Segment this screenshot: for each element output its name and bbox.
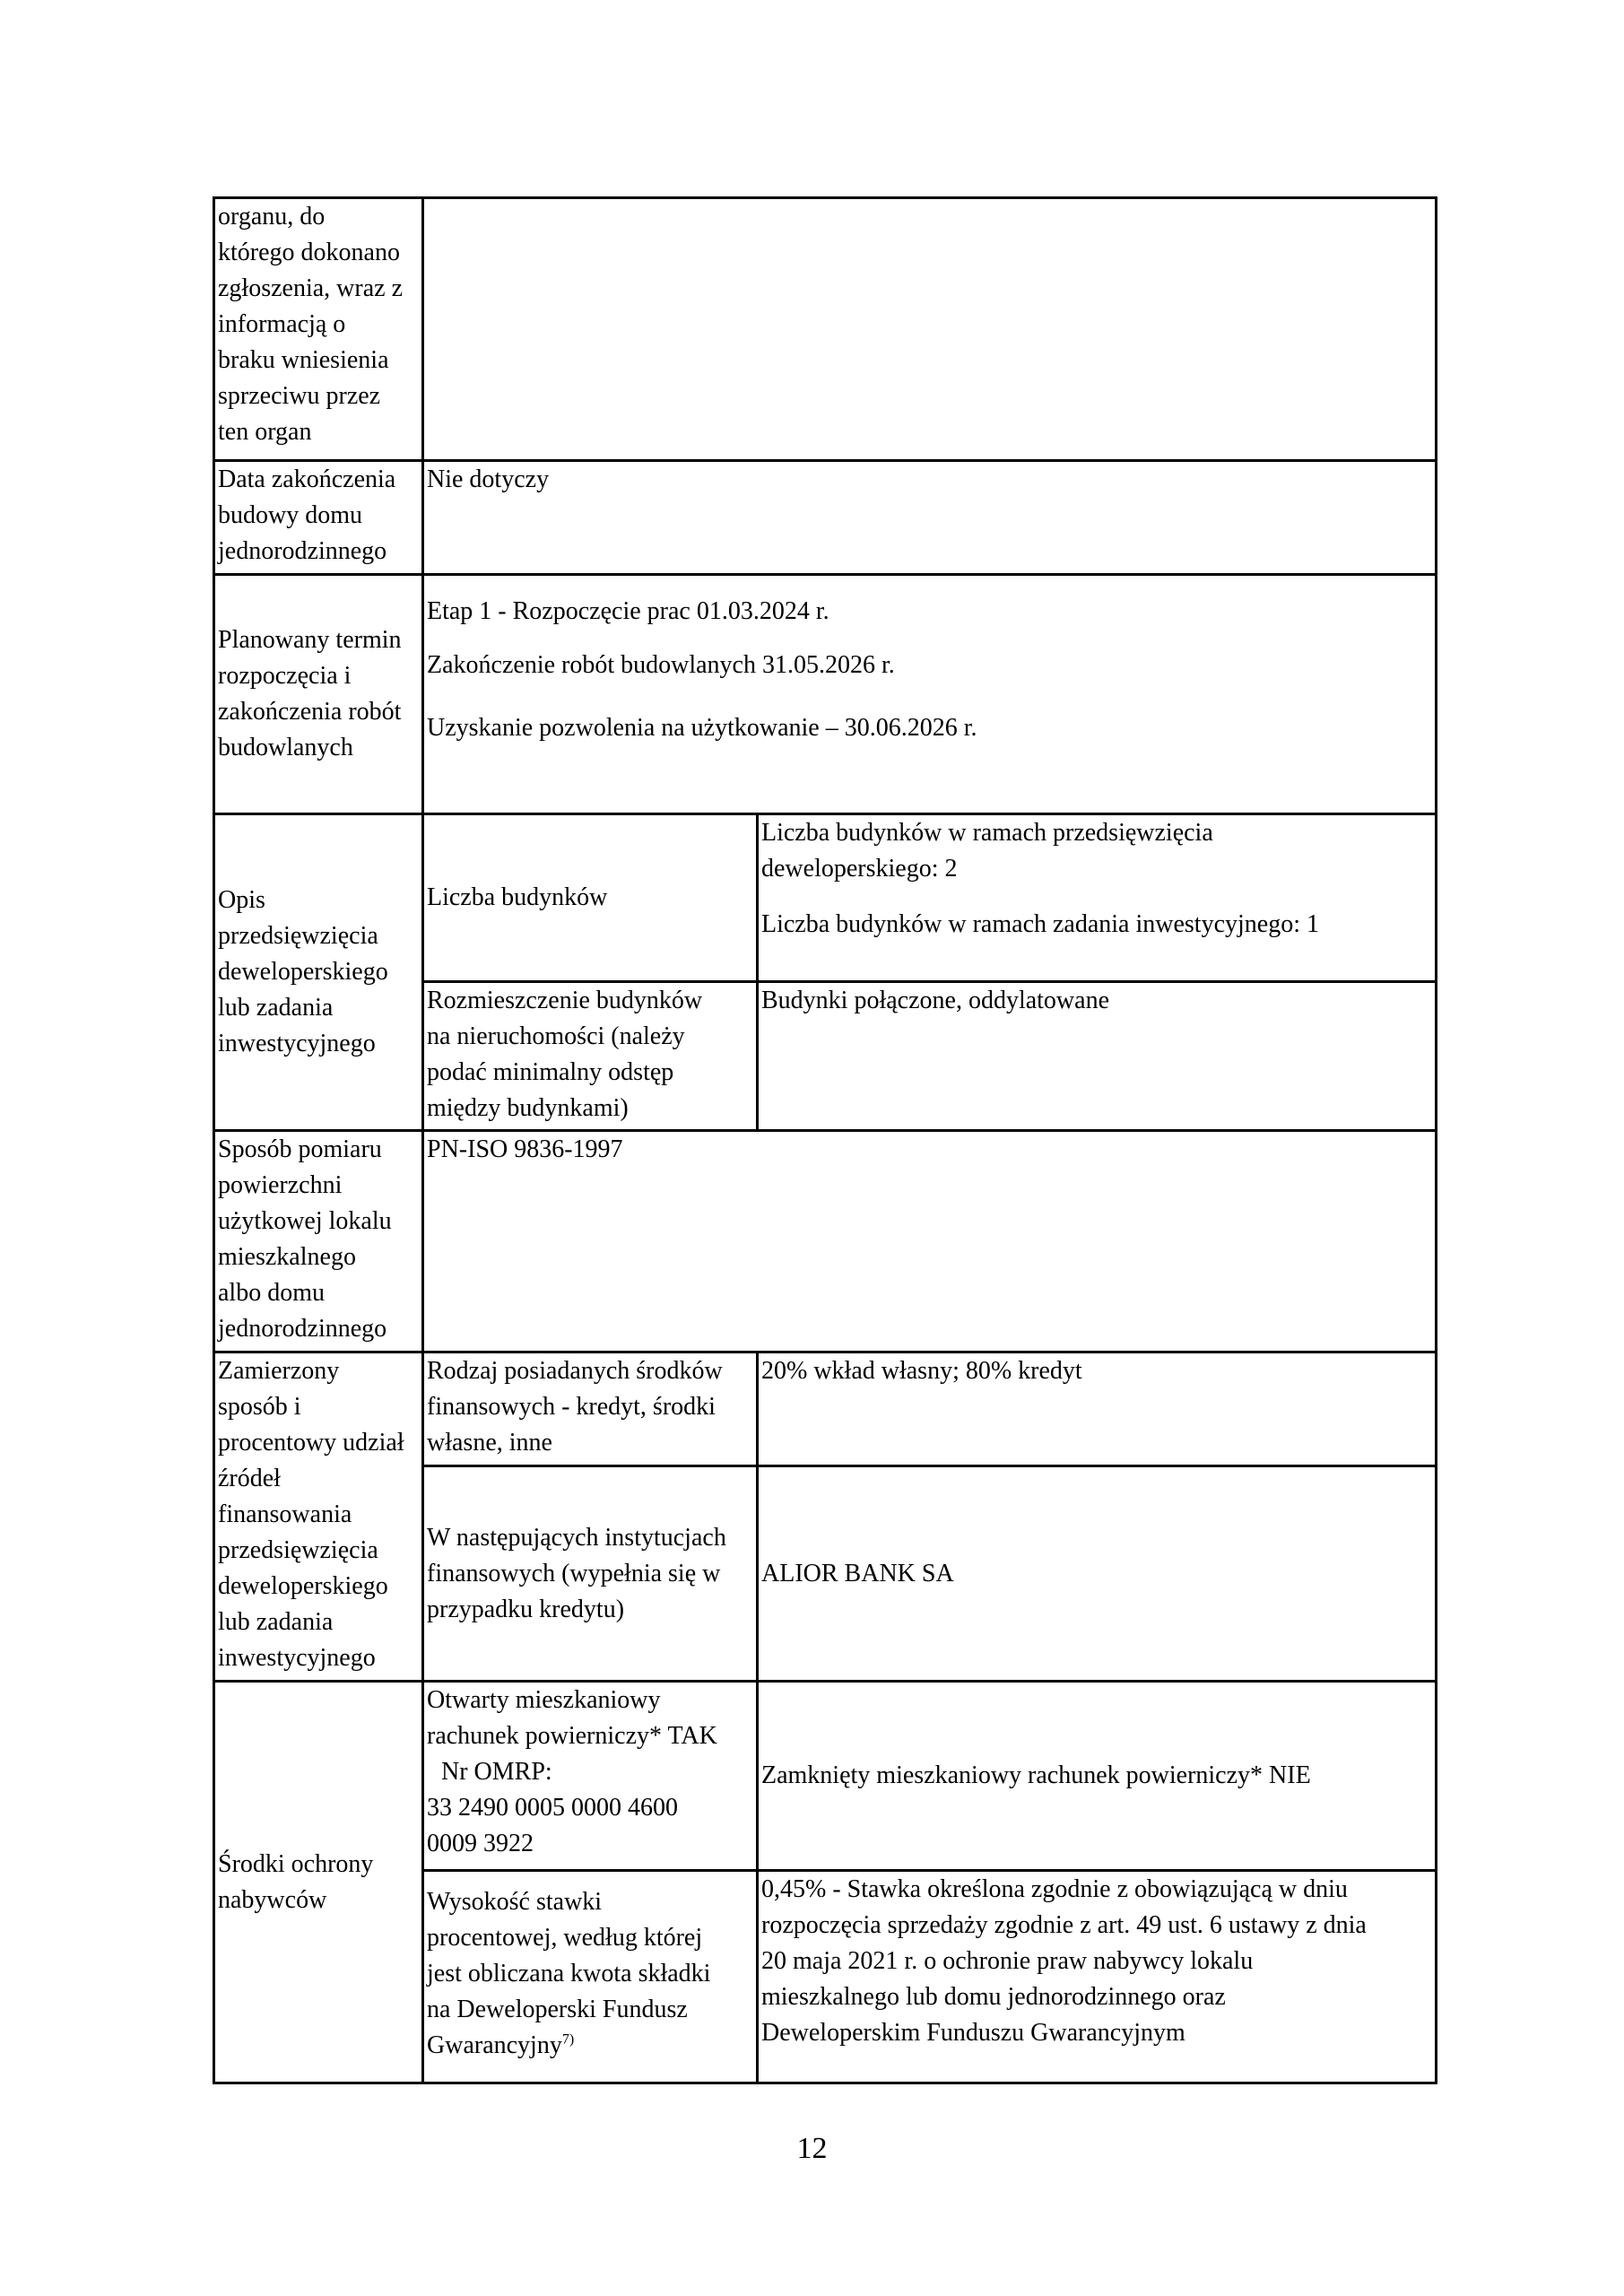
label-line: powierzchni bbox=[218, 1171, 343, 1199]
label-line: Wysokość stawki bbox=[427, 1888, 603, 1916]
label-line: zakończenia robót bbox=[218, 698, 402, 726]
institutions-value-cell bbox=[758, 1466, 1437, 1682]
layout-value: Budynki połączone, oddylatowane bbox=[761, 987, 1110, 1014]
completion-label-cell bbox=[214, 461, 423, 575]
label-line: inwestycyjnego bbox=[218, 1030, 376, 1057]
label-line: sposób i bbox=[218, 1393, 301, 1421]
page-number: 12 bbox=[796, 2132, 828, 2165]
schedule-value-cell bbox=[423, 575, 1437, 814]
label-line bbox=[427, 2028, 754, 2064]
label-line: lub zadania bbox=[218, 994, 334, 1022]
value-line: 0,45% - Stawka określona zgodnie z obowiązującą w dniu bbox=[761, 1875, 1348, 1903]
label-line: Opis bbox=[218, 886, 265, 914]
label-line: deweloperskiego bbox=[218, 1572, 388, 1600]
label-line: Sposób pomiaru bbox=[218, 1135, 382, 1163]
protection-label-cell bbox=[214, 1682, 423, 2083]
closed-account-value: Zamknięty mieszkaniowy rachunek powierniczy* NIE bbox=[761, 1761, 1311, 1789]
rate-label-cell bbox=[423, 1871, 758, 2083]
financing-label-cell bbox=[214, 1352, 423, 1682]
label-line: jest obliczana kwota składki bbox=[427, 1960, 711, 1987]
label-line: użytkowej lokalu bbox=[218, 1207, 392, 1235]
label-line: Planowany termin bbox=[218, 626, 402, 654]
label-line: własne, inne bbox=[427, 1429, 552, 1457]
value-line: Liczba budynków w ramach przedsięwzięcia bbox=[761, 819, 1213, 847]
label-line: mieszkalnego bbox=[218, 1243, 356, 1271]
omrp-number-line: 33 2490 0005 0000 4600 bbox=[427, 1794, 678, 1822]
label-line: nabywców bbox=[218, 1885, 327, 1914]
organ-label-cell bbox=[214, 198, 423, 461]
label-line: finansowych - kredyt, środki bbox=[427, 1393, 716, 1421]
label-line: procentowy udział bbox=[218, 1429, 404, 1457]
label-line: na nieruchomości (należy bbox=[427, 1022, 685, 1050]
label-line: rachunek powierniczy* TAK bbox=[427, 1722, 717, 1750]
schedule-item-start: Etap 1 - Rozpoczęcie prac 01.03.2024 r. bbox=[427, 597, 829, 625]
label-line: finansowych (wypełnia się w bbox=[427, 1559, 721, 1587]
row-buildings-count bbox=[214, 814, 1437, 982]
rate-label-last: Gwarancyjny bbox=[427, 2031, 562, 2059]
value-line: Liczba budynków w ramach zadania inwestycyjnego: 1 bbox=[761, 910, 1320, 938]
description-label-cell bbox=[214, 814, 423, 1131]
label-line: Rozmieszczenie budynków bbox=[427, 987, 703, 1014]
completion-value-cell bbox=[423, 461, 1437, 575]
label-line: W następujących instytucjach bbox=[427, 1523, 726, 1552]
value-line: rozpoczęcia sprzedaży zgodnie z art. 49 ust. 6 ustawy z dnia bbox=[761, 1911, 1367, 1939]
open-account-cell bbox=[423, 1682, 758, 1871]
measurement-label-cell bbox=[214, 1131, 423, 1352]
label-line: organu, do bbox=[218, 203, 326, 230]
schedule-label-cell bbox=[214, 575, 423, 814]
footnote-marker: 7) bbox=[561, 2031, 575, 2048]
financing-type-value: 20% wkład własny; 80% kredyt bbox=[761, 1357, 1082, 1385]
label-line: procentowej, według której bbox=[427, 1924, 703, 1952]
label-line: między budynkami) bbox=[427, 1094, 629, 1122]
omrp-number-line: 0009 3922 bbox=[427, 1830, 534, 1857]
measurement-value: PN-ISO 9836-1997 bbox=[427, 1135, 623, 1163]
financing-type-value-cell bbox=[758, 1352, 1437, 1466]
omrp-label: Nr OMRP: bbox=[441, 1758, 552, 1786]
institutions-value: ALIOR BANK SA bbox=[761, 1559, 954, 1587]
label-line: przedsięwzięcia bbox=[218, 1536, 378, 1564]
schedule-item-works-end: Zakończenie robót budowlanych 31.05.2026 r. bbox=[427, 651, 895, 679]
label-line: albo domu bbox=[218, 1279, 325, 1307]
label-line: jednorodzinnego bbox=[218, 537, 387, 565]
buildings-count-label-cell bbox=[423, 814, 758, 982]
measurement-value-cell bbox=[423, 1131, 1437, 1352]
layout-value-cell bbox=[758, 982, 1437, 1131]
label-line: Rodzaj posiadanych środków bbox=[427, 1357, 723, 1385]
row-financing-type bbox=[214, 1352, 1437, 1466]
label-line: na Deweloperski Fundusz bbox=[427, 1996, 688, 2023]
value-line: Deweloperskim Funduszu Gwarancyjnym bbox=[761, 2019, 1185, 2047]
label-line: przedsięwzięcia bbox=[218, 922, 378, 950]
value-line: mieszkalnego lub domu jednorodzinnego oraz bbox=[761, 1983, 1226, 2011]
label-line: zgłoszenia, wraz z bbox=[218, 274, 403, 302]
value-line: deweloperskiego: 2 bbox=[761, 855, 958, 883]
row-completion-date bbox=[214, 461, 1437, 575]
label-line: sprzeciwu przez bbox=[218, 382, 381, 410]
closed-account-cell bbox=[758, 1682, 1437, 1871]
label-line: budowy domu bbox=[218, 501, 362, 529]
label-line: lub zadania bbox=[218, 1608, 334, 1636]
value-line: 20 maja 2021 r. o ochronie praw nabywcy lokalu bbox=[761, 1947, 1254, 1975]
row-schedule bbox=[214, 575, 1437, 814]
buildings-count-label: Liczba budynków bbox=[427, 883, 608, 911]
label-line: braku wniesienia bbox=[218, 346, 389, 374]
layout-label-cell bbox=[423, 982, 758, 1131]
label-line: podać minimalny odstęp bbox=[427, 1058, 674, 1086]
organ-value-cell bbox=[423, 198, 1437, 461]
label-line: źródeł bbox=[218, 1465, 281, 1492]
completion-value: Nie dotyczy bbox=[427, 465, 550, 493]
row-protection-accounts bbox=[214, 1682, 1437, 1871]
developer-info-table bbox=[213, 196, 1437, 2084]
label-line: inwestycyjnego bbox=[218, 1644, 376, 1672]
label-line: którego dokonano bbox=[218, 239, 400, 266]
rate-value-cell bbox=[758, 1871, 1437, 2083]
label-line: deweloperskiego bbox=[218, 958, 388, 986]
buildings-count-value-cell bbox=[758, 814, 1437, 982]
row-organ bbox=[214, 198, 1437, 461]
label-line: rozpoczęcia i bbox=[218, 662, 352, 690]
label-line: jednorodzinnego bbox=[218, 1315, 387, 1343]
schedule-item-permit: Uzyskanie pozwolenia na użytkowanie – 30.06.2026 r. bbox=[427, 714, 977, 742]
label-line: informacją o bbox=[218, 310, 346, 338]
label-line: przypadku kredytu) bbox=[427, 1595, 625, 1623]
label-line: budowlanych bbox=[218, 734, 353, 761]
label-line: finansowania bbox=[218, 1500, 352, 1528]
label-line: Środki ochrony bbox=[218, 1849, 374, 1878]
label-line: Zamierzony bbox=[218, 1357, 340, 1385]
row-measurement bbox=[214, 1131, 1437, 1352]
label-line: Otwarty mieszkaniowy bbox=[427, 1686, 661, 1714]
financing-type-label-cell bbox=[423, 1352, 758, 1466]
label-line: Data zakończenia bbox=[218, 465, 396, 493]
institutions-label-cell bbox=[423, 1466, 758, 1682]
label-line: ten organ bbox=[218, 418, 312, 446]
